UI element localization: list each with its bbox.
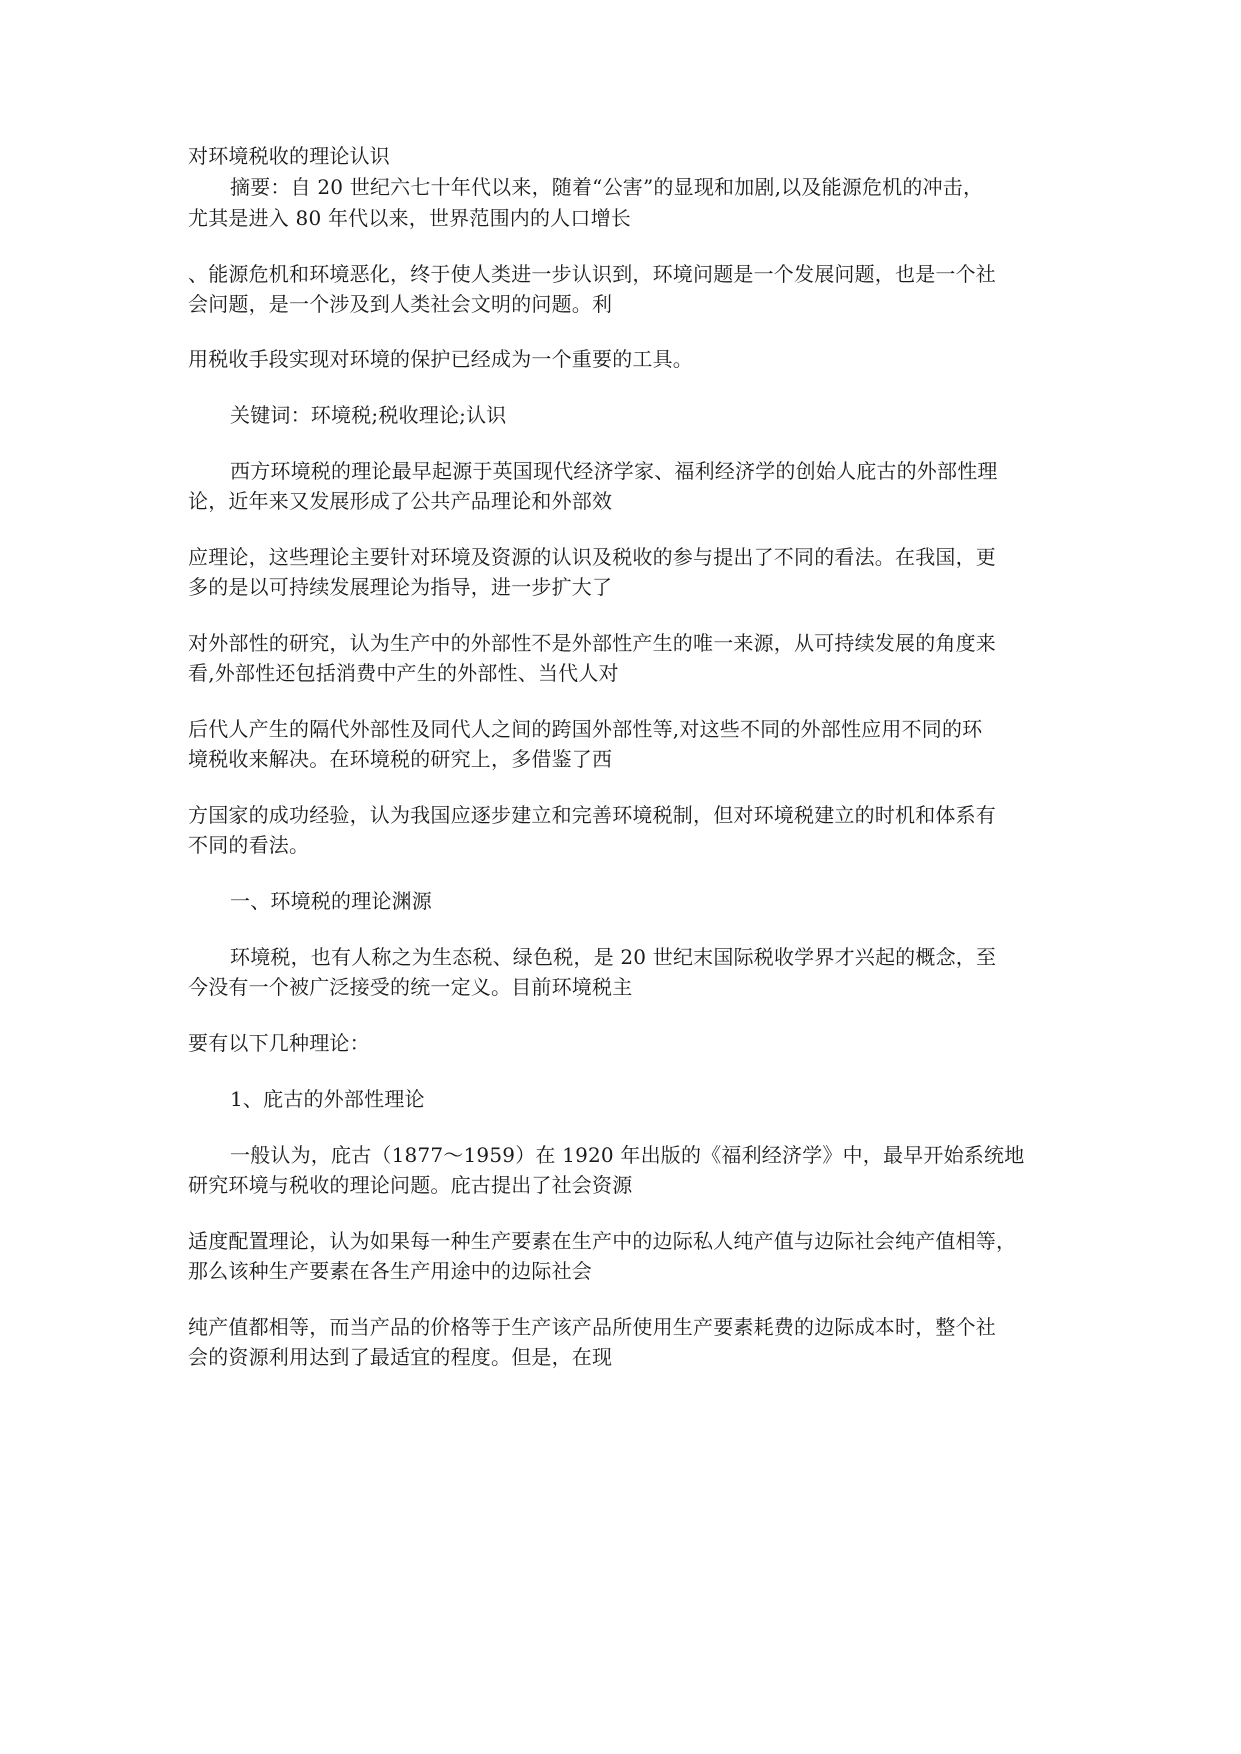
subsection-heading: 1、庇古的外部性理论: [230, 1087, 425, 1111]
body-line: 那么该种生产要素在各生产用途中的边际社会: [188, 1259, 592, 1283]
body-line: 应理论，这些理论主要针对环境及资源的认识及税收的参与提出了不同的看法。在我国，更: [188, 545, 996, 569]
body-line: 西方环境税的理论最早起源于英国现代经济学家、福利经济学的创始人庇古的外部性理: [230, 459, 998, 483]
keywords-line: 关键词：环境税;税收理论;认识: [230, 403, 507, 427]
abstract-line-1: 摘要：自 20 世纪六七十年代以来，随着“公害”的显现和加剧,以及能源危机的冲击，: [230, 175, 984, 199]
body-line: 研究环境与税收的理论问题。庇古提出了社会资源: [188, 1173, 633, 1197]
body-line: 不同的看法。: [188, 833, 310, 857]
body-line: 环境税，也有人称之为生态税、绿色税，是 20 世纪末国际税收学界才兴起的概念，至: [230, 945, 997, 969]
body-line: 会问题，是一个涉及到人类社会文明的问题。利: [188, 292, 613, 316]
body-line: 后代人产生的隔代外部性及同代人之间的跨国外部性等,对这些不同的外部性应用不同的环: [188, 717, 983, 741]
body-line: 会的资源利用达到了最适宜的程度。但是，在现: [188, 1345, 613, 1369]
body-line: 一般认为，庇古（1877～1959）在 1920 年出版的《福利经济学》中，最早开始系统地: [230, 1143, 1025, 1167]
body-line: 多的是以可持续发展理论为指导，进一步扩大了: [188, 575, 613, 599]
body-line: 论，近年来又发展形成了公共产品理论和外部效: [188, 489, 613, 513]
body-line: 方国家的成功经验，认为我国应逐步建立和完善环境税制，但对环境税建立的时机和体系有: [188, 803, 996, 827]
document-title: 对环境税收的理论认识: [188, 144, 390, 168]
body-line: 、能源危机和环境恶化，终于使人类进一步认识到，环境问题是一个发展问题，也是一个社: [188, 262, 996, 286]
body-line: 适度配置理论，认为如果每一种生产要素在生产中的边际私人纯产值与边际社会纯产值相等，: [188, 1229, 1017, 1253]
body-line: 用税收手段实现对环境的保护已经成为一个重要的工具。: [188, 347, 693, 371]
body-line: 要有以下几种理论：: [188, 1031, 370, 1055]
section-heading: 一、环境税的理论渊源: [230, 889, 432, 913]
body-line: 今没有一个被广泛接受的统一定义。目前环境税主: [188, 975, 633, 999]
body-line: 境税收来解决。在环境税的研究上，多借鉴了西: [188, 747, 613, 771]
body-line: 对外部性的研究，认为生产中的外部性不是外部性产生的唯一来源，从可持续发展的角度来: [188, 631, 996, 655]
body-line: 纯产值都相等，而当产品的价格等于生产该产品所使用生产要素耗费的边际成本时，整个社: [188, 1315, 996, 1339]
abstract-line-2: 尤其是进入 80 年代以来，世界范围内的人口增长: [188, 206, 631, 230]
body-line: 看,外部性还包括消费中产生的外部性、当代人对: [188, 661, 619, 685]
